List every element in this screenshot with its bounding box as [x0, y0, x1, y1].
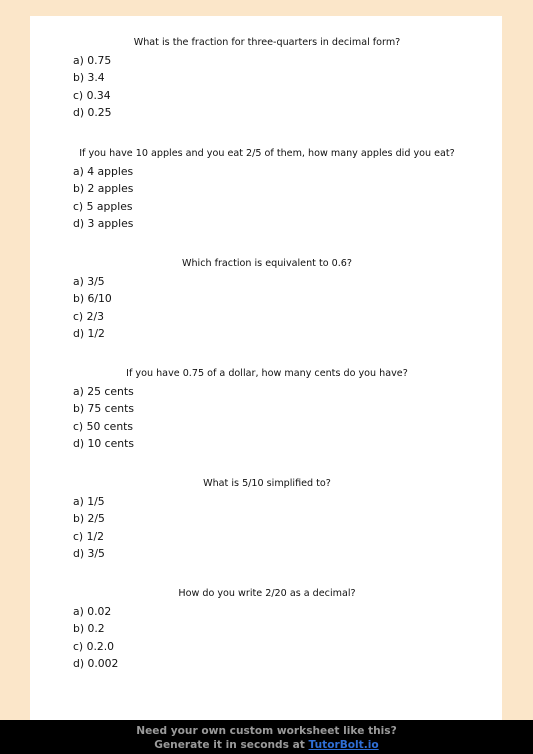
option-a: a) 4 apples: [73, 165, 134, 178]
option-list: [30, 273, 502, 343]
question-text: If you have 10 apples and you eat 2/5 of them, how many apples did you eat?: [79, 148, 455, 159]
option-a: a) 25 cents: [73, 385, 134, 398]
question-3: [30, 258, 502, 343]
option-d: d) 0.25: [73, 106, 112, 120]
option-c: c) 1/2: [73, 529, 104, 543]
tutorbolt-link[interactable]: TutorBolt.io: [308, 739, 379, 751]
option-c: c) 0.2.0: [73, 639, 115, 653]
promo-line-1: Need your own custom worksheet like this?: [136, 725, 397, 737]
option-list: [30, 493, 502, 563]
question-4: [30, 368, 502, 453]
option-b: b) 2/5: [73, 512, 105, 526]
promo-footer-banner: [0, 720, 533, 754]
question-text: If you have 0.75 of a dollar, how many cents do you have?: [126, 368, 408, 379]
worksheet-sheet: [30, 16, 502, 754]
option-b: b) 3.4: [73, 71, 105, 85]
option-c: c) 5 apples: [73, 199, 133, 213]
question-2: [30, 148, 502, 233]
question-5: [30, 478, 502, 563]
option-a: a) 0.02: [73, 605, 112, 618]
question-text: What is the fraction for three-quarters in decimal form?: [133, 37, 401, 48]
question-text: Which fraction is equivalent to 0.6?: [181, 258, 353, 269]
option-a: a) 1/5: [73, 495, 105, 508]
option-d: d) 1/2: [73, 327, 105, 341]
promo-line-2: [0, 738, 533, 752]
option-list: [30, 603, 502, 673]
option-b: b) 6/10: [73, 292, 112, 306]
option-d: d) 0.002: [73, 657, 119, 671]
option-d: d) 3 apples: [73, 217, 134, 231]
option-a: a) 0.75: [73, 54, 112, 67]
option-b: b) 75 cents: [73, 402, 134, 416]
option-c: c) 50 cents: [73, 419, 134, 433]
option-list: [30, 383, 502, 453]
option-c: c) 2/3: [73, 309, 104, 323]
option-list: [30, 52, 502, 122]
option-b: b) 2 apples: [73, 182, 134, 196]
question-text: How do you write 2/20 as a decimal?: [178, 588, 356, 599]
option-list: [30, 163, 502, 233]
question-6: [30, 588, 502, 673]
question-1: [30, 37, 502, 122]
option-a: a) 3/5: [73, 275, 105, 288]
promo-line-2-text: Generate it in seconds at: [154, 739, 309, 751]
question-text: What is 5/10 simplified to?: [203, 478, 331, 489]
option-d: d) 10 cents: [73, 437, 134, 451]
option-b: b) 0.2: [73, 622, 105, 636]
option-c: c) 0.34: [73, 88, 111, 102]
option-d: d) 3/5: [73, 547, 105, 561]
